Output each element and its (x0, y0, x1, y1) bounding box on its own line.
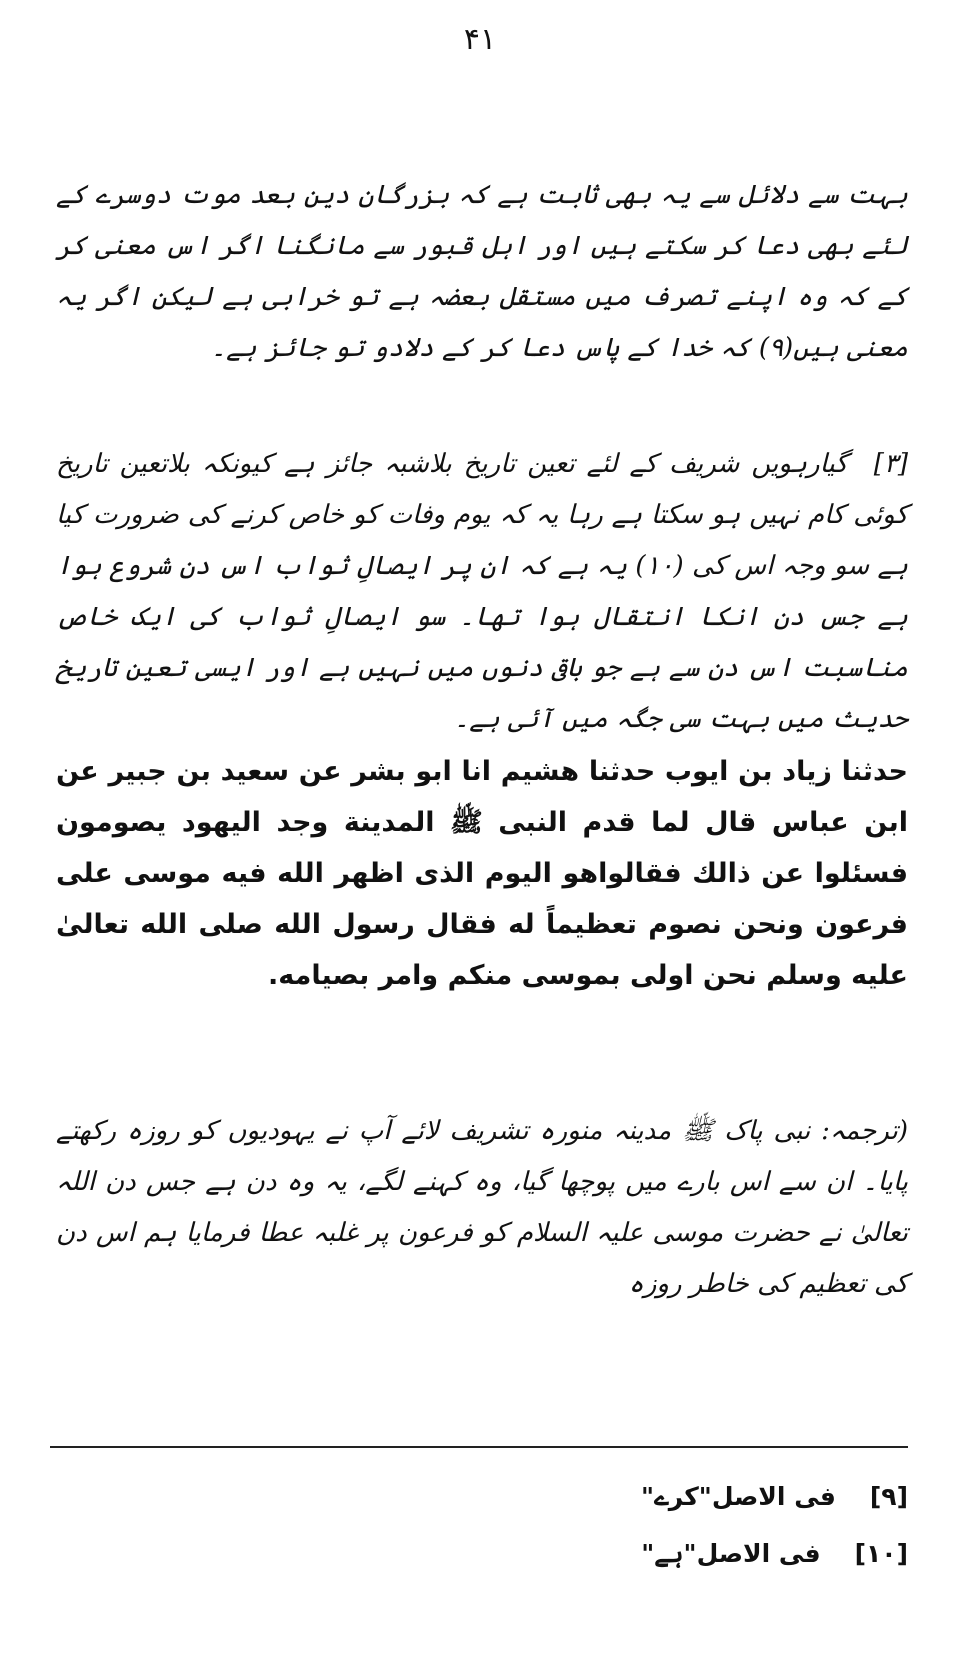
footnote-9 (56, 1468, 908, 1525)
paragraph-giyarhwin-sharif (56, 439, 908, 745)
paragraph-text: گیارہویں شریف کے لئے تعین تاریخ بلاشبہ جائز ہے کیونکہ بلاتعین تاریخ کوئی کام نہیں ہو سکتا ہے رہا یہ کہ یوم وفات کو خاص کرنے کی ضرورت کیا ہے سو وجہ اس کی (۱۰) یہ ہے کہ ان پر ایصالِ ثواب اس دن شروع ہوا ہے جس دن انکا انتقال ہوا تھا۔ سو ایصالِ ثواب کی ایک خاص مناسبت اس دن سے ہے جو باقی دنوں میں نہیں ہے اور ایسی تعین تاریخ حدیث میں بہت سی جگہ میں آئی ہے۔ (56, 449, 908, 734)
section-marker: [۳] (873, 449, 908, 479)
footnote-text: فی الاصل"کرے" (641, 1482, 836, 1511)
footnote-text: فی الاصل"ہے" (641, 1539, 821, 1568)
footnote-divider (50, 1446, 908, 1448)
translation-text: (ترجمہ: نبی پاک ﷺ مدینہ منورہ تشریف لائے آپ نے یہودیوں کو روزہ رکھتے پایا۔ ان سے اس بارے میں پوچھا گیا، وہ کہنے لگے، یہ وہ دن ہے جس دن اللہ تعالیٰ نے حضرت موسی علیہ السلام کو فرعون پر غلبہ عطا فرمایا ہم اس دن کی تعظیم کی خاطر روزہ (56, 1116, 908, 1299)
hadith-text: حدثنا زیاد بن ایوب حدثنا هشیم انا ابو بشر عن سعید بن جبیر عن ابن عباس قال لما قدم النبی ﷺ المدینة وجد الیهود یصومون فسئلوا عن ذالك فقالواهو الیوم الذی اظهر الله فیه موسی علی فرعون ونحن نصوم تعظیماً له فقال رسول الله صلی الله تعالیٰ علیه وسلم نحن اولی بموسی منکم وامر بصیامه. (56, 756, 908, 991)
hadith-arabic-text (56, 746, 908, 1001)
footnotes (56, 1468, 908, 1582)
paragraph-text: بہت سے دلائل سے یہ بھی ثابت ہے کہ بزرگان دین بعد موت دوسرے کے لئے بھی دعا کر سکتے ہیں اور اہل قبور سے مانگنا اگر اس معنی کر کے کہ وہ اپنے تصرف میں مستقل بعضہ ہے تو خرابی ہے لیکن اگر یہ معنی ہیں(۹) کہ خدا کے پاس دعا کر کے دلادو تو جائز ہے۔ (56, 180, 908, 363)
hadith-translation (56, 1106, 908, 1310)
footnote-10 (56, 1525, 908, 1582)
footnote-marker: [۹] (869, 1482, 908, 1511)
footnote-marker: [۱۰] (854, 1539, 908, 1568)
paragraph-dua-ahl-qubur (56, 170, 908, 374)
page-number: ۴۱ (463, 22, 497, 57)
